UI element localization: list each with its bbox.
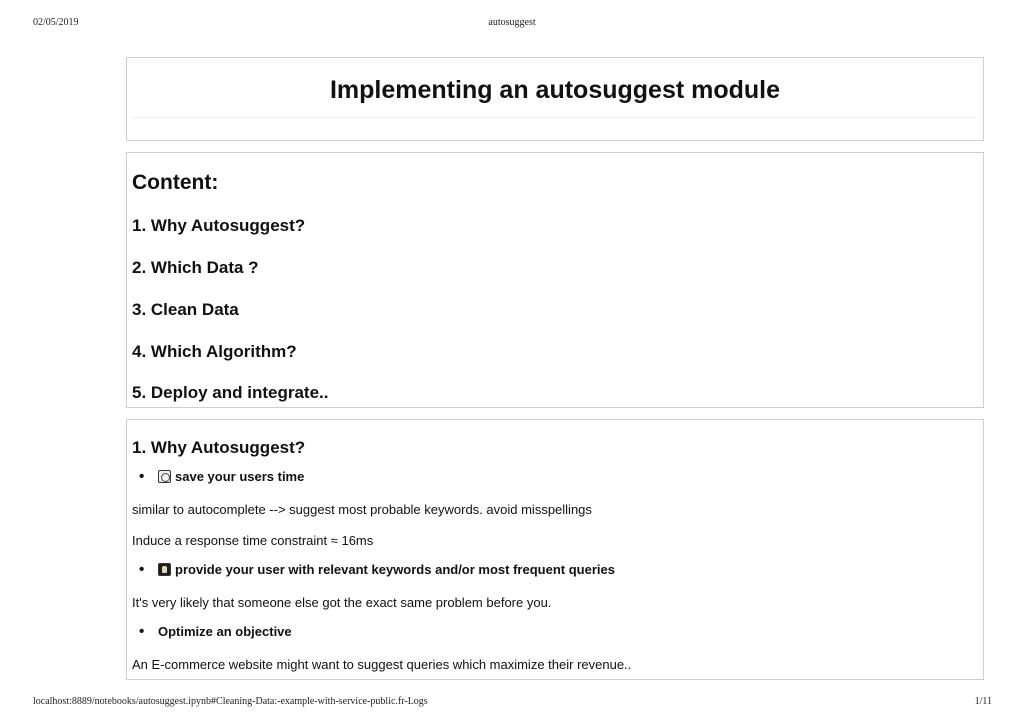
page-title: Implementing an autosuggest module	[329, 76, 781, 104]
toc-item: 4. Which Algorithm?	[132, 342, 297, 361]
print-date: 02/05/2019	[33, 17, 79, 28]
bullet-text: Optimize an objective	[158, 624, 292, 639]
divider	[132, 117, 977, 118]
toc-item: 3. Clean Data	[132, 300, 239, 319]
bullet-text: provide your user with relevant keywords and/or most frequent queries	[175, 562, 615, 577]
toc-item: 2. Which Data ?	[132, 258, 259, 277]
toc-heading: Content:	[132, 171, 219, 194]
bullet-dot: •	[139, 468, 145, 485]
page-number: 1/11	[974, 696, 992, 707]
paragraph: It's very likely that someone else got the exact same problem before you.	[132, 595, 552, 610]
bullet-dot: •	[139, 623, 145, 640]
bullet-save-time	[139, 469, 304, 484]
toc-cell[interactable]	[126, 152, 984, 408]
paragraph: Induce a response time constraint ≈ 16ms	[132, 533, 374, 548]
bullet-optimize-objective	[139, 624, 292, 639]
print-title: autosuggest	[488, 17, 536, 28]
print-url: localhost:8889/notebooks/autosuggest.ipynb#Cleaning-Data:-example-with-service-public.fr-Logs	[33, 696, 428, 707]
toc-item: 5. Deploy and integrate..	[132, 383, 329, 402]
toc-item: 1. Why Autosuggest?	[132, 216, 306, 235]
person-icon	[158, 563, 171, 576]
section-heading: 1. Why Autosuggest?	[132, 438, 306, 457]
paragraph: An E-commerce website might want to suggest queries which maximize their revenue..	[132, 657, 632, 672]
bullet-dot: •	[139, 561, 145, 578]
stopwatch-icon	[158, 470, 171, 483]
title-cell[interactable]	[126, 57, 984, 141]
bullet-text: save your users time	[175, 469, 305, 484]
bullet-relevant-keywords	[139, 562, 615, 577]
why-autosuggest-cell[interactable]	[126, 419, 984, 680]
paragraph: similar to autocomplete --> suggest most probable keywords. avoid misspellings	[132, 502, 592, 517]
